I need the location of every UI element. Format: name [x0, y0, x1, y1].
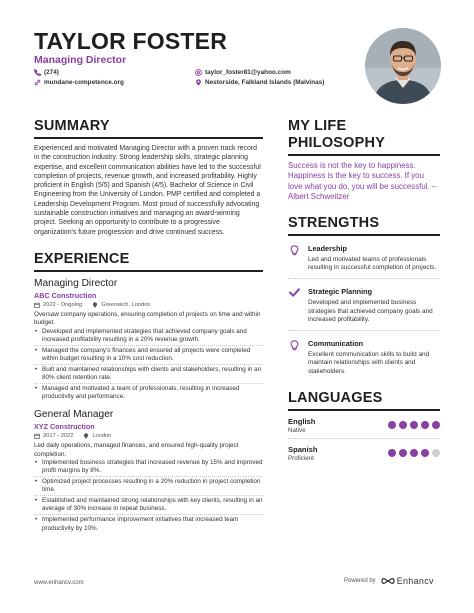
lightbulb-icon	[288, 339, 300, 376]
contact-phone	[34, 69, 59, 76]
company-name: XYZ Construction	[34, 422, 95, 432]
candidate-role: Managing Director	[34, 54, 127, 66]
lightbulb-icon	[288, 244, 300, 273]
enhancv-logo-icon	[381, 577, 395, 585]
job-meta	[34, 433, 263, 439]
languages-section	[288, 390, 440, 466]
experience-heading: EXPERIENCE	[34, 251, 263, 272]
left-column	[34, 118, 263, 535]
contact-website[interactable]	[34, 79, 124, 86]
strength-name: Communication	[308, 339, 364, 349]
strength-name: Leadership	[308, 243, 347, 253]
job-dates: 2022 - Ongoing	[43, 301, 83, 308]
website-text[interactable]: mundane-competence.org	[44, 79, 124, 86]
list-item: • Implemented business strategies that increased revenue by 15% and improved profit margins by 8%.	[34, 459, 263, 477]
list-item: • Built and maintained relationships with clients and stakeholders, resulting in an 80% client retention rate.	[34, 366, 263, 384]
strength-item	[288, 287, 440, 331]
contact-email[interactable]	[195, 69, 291, 76]
strength-item	[288, 244, 440, 280]
strength-description: Led and motivated teams of professionals resulting in successful completion of projects.	[308, 255, 437, 271]
rating-dot-filled	[410, 449, 418, 457]
list-item: • Optimized project processes resulting in a 20% reduction in project completion time.	[34, 478, 263, 496]
profile-photo	[365, 28, 441, 104]
strength-item	[288, 339, 440, 382]
rating-dot-empty	[432, 449, 440, 457]
rating-dot-filled	[432, 421, 440, 429]
language-name: English	[288, 417, 316, 426]
company-name: ABC Construction	[34, 290, 97, 300]
job-dates: 2017 - 2022	[43, 433, 74, 440]
footer-branding	[344, 576, 434, 586]
job-location: Greenwich, London	[101, 301, 151, 308]
location-text: Nestorside, Falkland Islands (Malvinas)	[205, 79, 325, 86]
location-pin-icon	[83, 433, 89, 439]
job-description: Led daily operations, managed finances, and ensured high-quality project completion.	[34, 442, 239, 458]
footer-website[interactable]: www.enhancv.com	[34, 580, 84, 586]
calendar-icon	[34, 302, 40, 308]
job-bullets	[34, 328, 263, 403]
job-entry	[34, 409, 263, 533]
contact-location	[195, 79, 324, 86]
powered-by-text: Powered by	[344, 578, 376, 584]
brand-name: Enhancv	[396, 576, 434, 586]
summary-section	[34, 118, 263, 237]
job-description: Oversaw company operations, ensuring completion of projects on time and within budget.	[34, 310, 261, 327]
rating-dot-filled	[421, 421, 429, 429]
job-meta	[34, 302, 263, 308]
strength-description: Excellent communication skills to build and maintain relationships with clients and stakeholders.	[308, 351, 430, 375]
summary-heading: SUMMARY	[34, 118, 263, 139]
language-name: Spanish	[288, 445, 318, 454]
phone-icon	[34, 69, 41, 76]
right-column	[288, 118, 440, 466]
location-pin-icon	[195, 79, 202, 86]
experience-section	[34, 251, 263, 534]
job-title: Managing Director	[34, 277, 118, 289]
list-item: • Managed and motivated a team of professionals, resulting in increased productivity and performance.	[34, 385, 263, 402]
calendar-icon	[34, 433, 40, 439]
language-rating	[388, 417, 440, 429]
language-level: Native	[288, 427, 306, 434]
summary-text: Experienced and motivated Managing Director with a proven track record in the construction industry. Strong leadership skills, strategic planning expertise, and excellent communication abilities have led to the successful completion of projects, revenue growth, and increased profitability. Highly proficient in English (5/5) and Spanish (4/5). Bachelor of Science in Civil Engineering from the University of London. PMP certified and completed a Leadership Development Program. Most proud of successfully advocating sustainable construction initiatives and managing an award-winning project. Seeking an opportunity to contribute to a progressive organization's future progression and drive continued success.	[34, 145, 261, 236]
language-rating	[388, 445, 440, 457]
rating-dot-filled	[388, 449, 396, 457]
list-item: • Managed the company's finances and ensured all projects were completed within budget resulting in a 10% cost reduction.	[34, 347, 263, 365]
rating-dot-filled	[410, 421, 418, 429]
rating-dot-filled	[388, 421, 396, 429]
phone-text: (274)	[44, 69, 59, 76]
candidate-name: TAYLOR FOSTER	[34, 28, 228, 54]
job-location: London	[92, 433, 112, 440]
language-item	[288, 417, 440, 439]
at-icon	[195, 69, 202, 76]
job-title: General Manager	[34, 409, 114, 421]
languages-heading: LANGUAGES	[288, 390, 440, 411]
language-item	[288, 445, 440, 466]
job-bullets	[34, 459, 263, 534]
list-item: • Established and maintained strong relationships with key clients, resulting in an average of 30% increase in repeat business.	[34, 497, 263, 515]
philosophy-section	[288, 118, 440, 203]
language-level: Proficient	[288, 455, 314, 462]
list-item: • Implemented performance improvement initiatives that increased team productivity by 10%.	[34, 516, 263, 533]
location-pin-icon	[92, 302, 98, 308]
rating-dot-filled	[399, 449, 407, 457]
strength-description: Developed and implemented business strategies that achieved company goals and increased profitability.	[308, 299, 433, 323]
strength-name: Strategic Planning	[308, 287, 373, 297]
philosophy-quote: Success is not the key to happiness. Happiness is the key to success. If you love what you do, you will be successful. – Albert Schweitzer	[288, 161, 437, 202]
link-icon	[34, 79, 41, 86]
rating-dot-filled	[421, 449, 429, 457]
strengths-section	[288, 215, 440, 382]
checkmark-icon	[288, 287, 300, 324]
brand-logo[interactable]	[381, 576, 434, 586]
list-item: • Developed and implemented strategies that achieved company goals and increased profitability resulting in a 20% revenue growth.	[34, 328, 263, 346]
strengths-heading: STRENGTHS	[288, 215, 440, 236]
rating-dot-filled	[399, 421, 407, 429]
email-text[interactable]: taylor_foster81@yahoo.com	[205, 69, 291, 76]
job-entry	[34, 278, 263, 402]
philosophy-heading: MY LIFE PHILOSOPHY	[288, 118, 440, 156]
